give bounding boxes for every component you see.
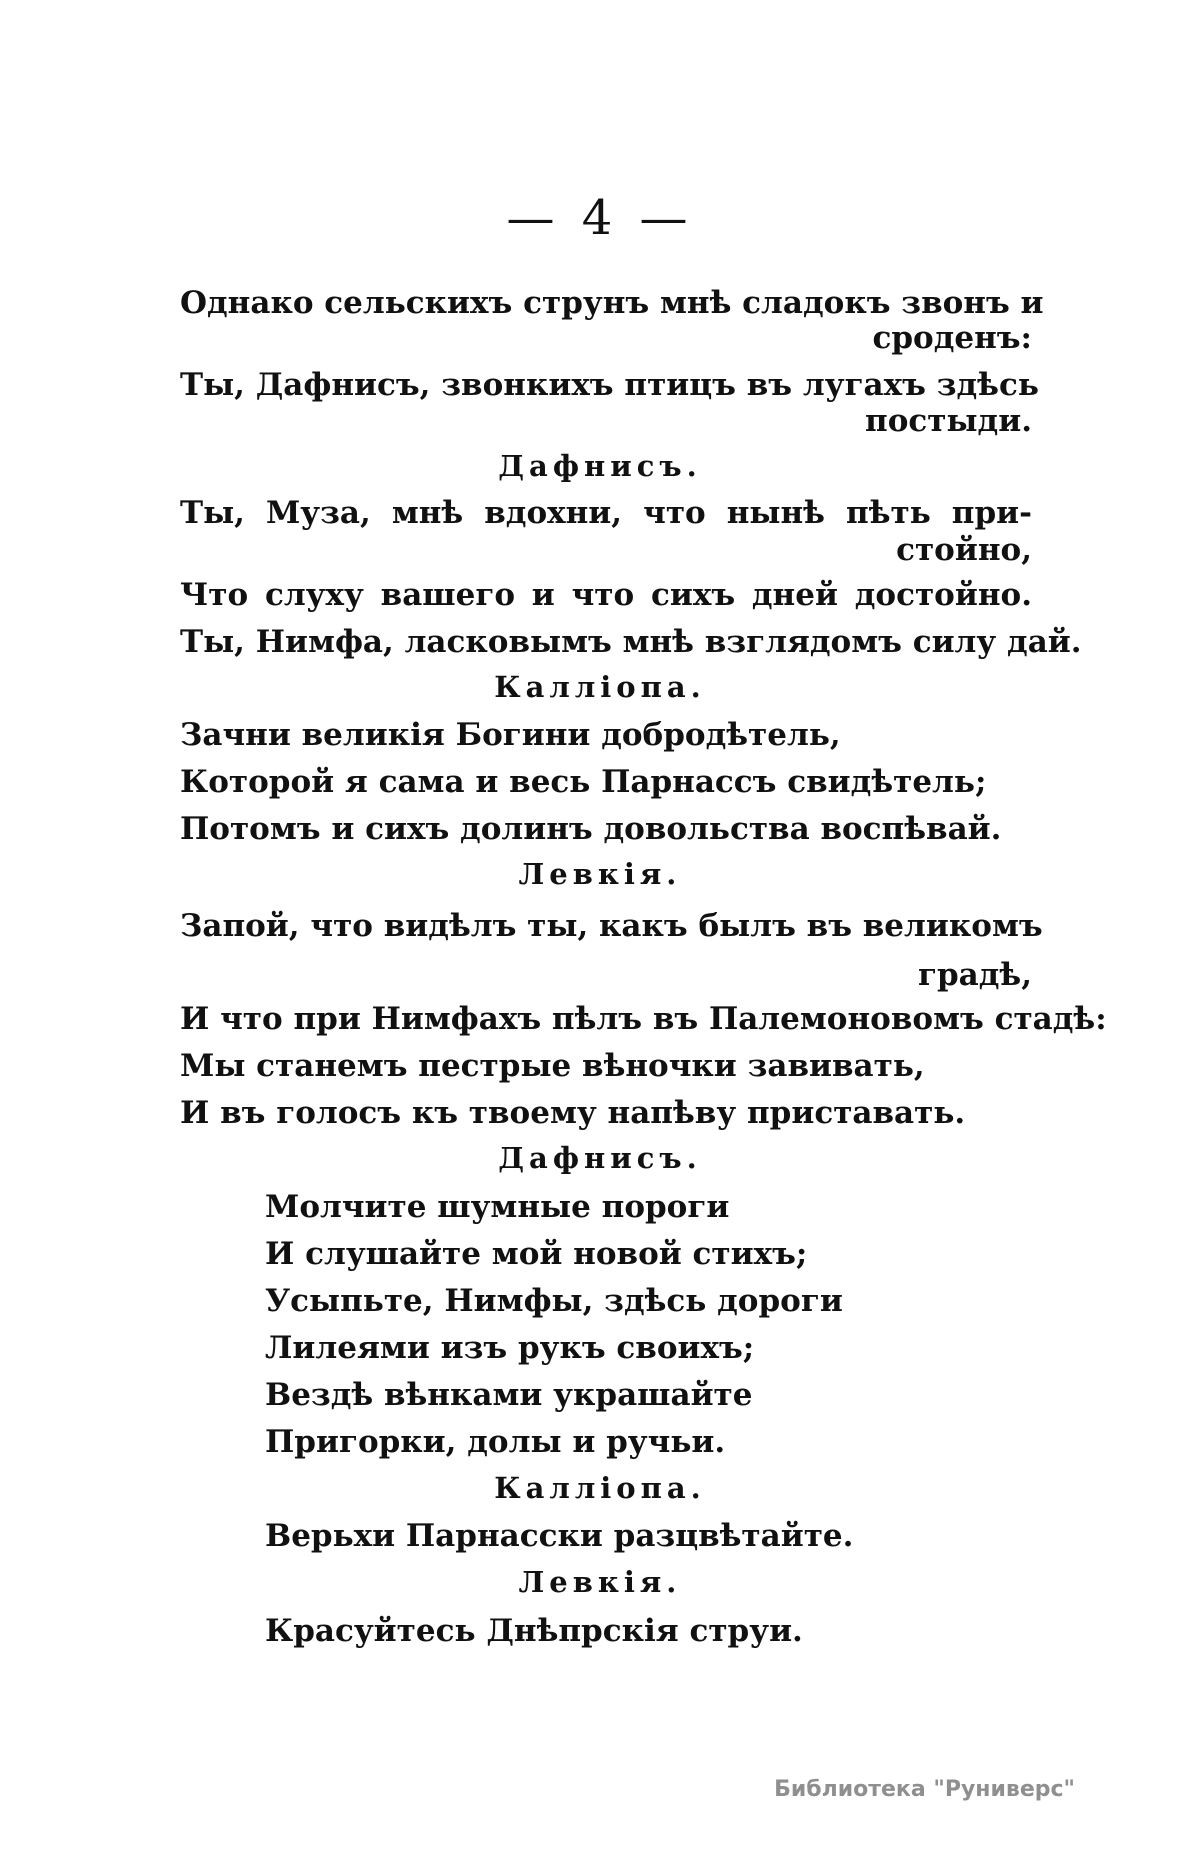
verse-line: Верьхи Парнасски разцвѣтайте. — [265, 1518, 854, 1554]
speaker-heading: Каллiопа. — [494, 670, 706, 704]
verse-line: Мы станемъ пестрые вѣночки завивать, — [180, 1048, 925, 1084]
verse-line-continuation: сроденъ: — [872, 320, 1032, 356]
verse-line-continuation: стойно, — [896, 532, 1032, 568]
verse-line: Вездѣ вѣнками украшайте — [265, 1377, 753, 1413]
page-number: — 4 — — [506, 190, 694, 246]
speaker-heading: Левкiя. — [518, 857, 682, 891]
verse-line: Однако сельскихъ струнъ мнѣ сладокъ звонъ и — [180, 285, 1044, 321]
speaker-heading: Левкiя. — [518, 1565, 682, 1599]
verse-line: Что слуху вашего и что сихъ дней достойно. — [180, 577, 1032, 613]
verse-line: Зачни великiя Богини добродѣтель, — [180, 717, 841, 753]
verse-line: И слушайте мой новой стихъ; — [265, 1236, 808, 1272]
speaker-heading: Дафнисъ. — [498, 1141, 702, 1175]
library-watermark: Библиотека "Руниверс" — [774, 1777, 1075, 1802]
speaker-heading: Дафнисъ. — [498, 449, 702, 483]
verse-line-continuation: градѣ, — [917, 957, 1032, 993]
verse-line: И что при Нимфахъ пѣлъ въ Палемоновомъ стадѣ: — [180, 1001, 1107, 1037]
verse-line: Ты, Муза, мнѣ вдохни, что нынѣ пѣть при- — [180, 495, 1032, 531]
speaker-heading: Каллiопа. — [494, 1471, 706, 1505]
verse-line-continuation: постыди. — [865, 403, 1032, 439]
verse-line: И въ голосъ къ твоему напѣву приставать. — [180, 1095, 966, 1131]
verse-line: Ты, Нимфа, ласковымъ мнѣ взглядомъ силу дай. — [180, 624, 1082, 660]
verse-line: Лилеями изъ рукъ своихъ; — [265, 1330, 755, 1366]
verse-line: Усыпьте, Нимфы, здѣсь дороги — [265, 1283, 843, 1319]
verse-line: Ты, Дафнисъ, звонкихъ птицъ въ лугахъ здѣсь — [180, 367, 1039, 403]
verse-line: Потомъ и сихъ долинъ довольства воспѣвай. — [180, 811, 1002, 847]
verse-line: Молчите шумные пороги — [265, 1189, 730, 1225]
verse-line: Запой, что видѣлъ ты, какъ былъ въ великомъ — [180, 908, 1043, 944]
verse-line: Пригорки, долы и ручьи. — [265, 1424, 726, 1460]
verse-line: Красуйтесь Днѣпрскiя струи. — [265, 1613, 803, 1649]
verse-line: Которой я сама и весь Парнассъ свидѣтель; — [180, 764, 987, 800]
